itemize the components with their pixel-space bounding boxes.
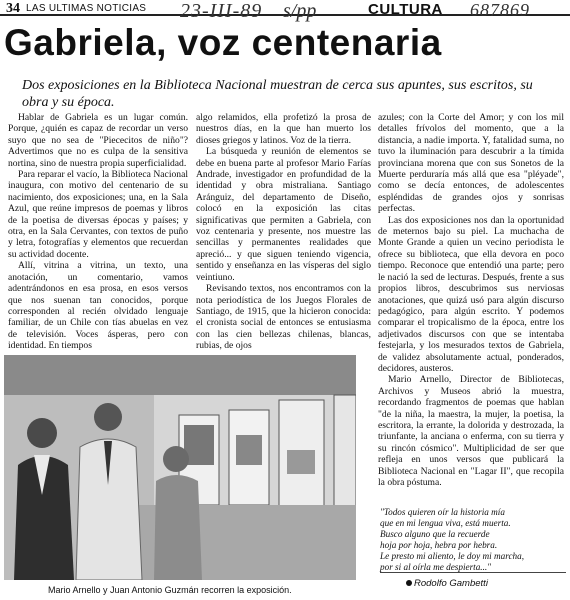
column-1: [8, 112, 188, 352]
paragraph: azules; con la Corte del Amor; y con los mil detalles frívolos del momento, que a la distancia, a nadie importa. Y, fatalidad suma, no tuvo la iluminación para descubrir a la tímida provinciana morena que con sus Sonetos de la Muerte perduraría más allá que esa "pléyade", como se decía entonces, de adolescentes espléndidas de grandes ojos y sonrisas perfectas.: [378, 112, 564, 215]
handwritten-date: 23-III-89: [180, 0, 263, 22]
photo-illustration: [4, 355, 356, 580]
paragraph: Mario Arnello, Director de Bibliotecas, Archivos y Museos abrió la muestra, recordando fragmentos de poemas que hablan "de la niña, la maestra, la mujer, la poetisa, la escritora, la errante, la dolorida y destrozada, la triunfante, la anciana o enferma, con su tierra y su rincón cósmico". Multiplicidad de ser que refleja en unos versos que publicará la Biblioteca Nacional en "Lagar II", que recopila la obra póstuma.: [378, 374, 564, 488]
poem-line: Busco alguno que la recuerde: [380, 529, 490, 539]
poem-quote: [380, 507, 566, 573]
section-label: CULTURA: [368, 1, 443, 18]
byline-rule: [380, 572, 566, 573]
deck: Dos exposiciones en la Biblioteca Nacional muestran de cerca sus apuntes, sus escritos, su obra y su época.: [22, 78, 533, 110]
paragraph: La búsqueda y reunión de elementos se debe en buena parte al profesor Mario Farías Andrade, investigador en profundidad de la identidad y obra mistraliana. Santiago Aránguiz, del departamento de Diseño, colocó en la exposición las citas significativas que permiten a Gabriela, con voz centenaria y presente, nos muestre las sencillas y permanentes realidades que apreció... y que siguen teniendo vigencia, sentido y enseñanza en las vísperas del siglo veintiuno.: [196, 146, 371, 283]
column-2: [196, 112, 371, 352]
poem-line: "Todos quieren oír la historia mía: [380, 507, 505, 517]
paragraph: Hablar de Gabriela es un lugar común. Porque, ¿quién es capaz de recordar un verso suyo que no sea de "Piececitos de niño"? Advertimos que no es culpa de la sensitiva nortina, sino de nuestra propia superficialidad.: [8, 112, 188, 169]
handwritten-note: s/pp: [283, 0, 317, 22]
exhibition-photo: [4, 355, 356, 580]
paragraph: Allí, vitrina a vitrina, un texto, una anotación, un comentario, vamos adentrándonos en esa prosa, en esos versos que nos suenan tan conocidos, porque corresponden al recién olvidado lenguaje familiar, de un Chile con tías abuelas en vez de televisión. Voces ásperas, pero con identidad. En tiempos: [8, 260, 188, 352]
paragraph: algo relamidos, ella profetizó la prosa de nuestros días, en la que han muerto los dioses griegos y latinos. Voz de la tierra.: [196, 112, 371, 146]
poem-line: hoja por hoja, hebra por hebra.: [380, 540, 498, 550]
paragraph: Revisando textos, nos encontramos con la nota periodística de los Juegos Florales de Santiago, de 1915, que la hicieron conocida: el cronista social de entonces se entusiasma con las cien bellezas chilenas, blancas, rubias, de ojos: [196, 283, 371, 352]
poem-line: que en mi lengua viva, está muerta.: [380, 518, 511, 528]
page-number: 34: [6, 1, 20, 16]
paragraph: Para reparar el vacío, la Biblioteca Nacional inaugura, con motivo del centenario de su nacimiento, dos exposiciones; una, en la Sala Azul, que reúne impresos de poemas y libros de la poetisa de diversas épocas y países; y otra, en la Sala Cervantes, con textos de puño y letra, fotografías y elementos que recuerdan su actividad docente.: [8, 169, 188, 260]
photo-caption: Mario Arnello y Juan Antonio Guzmán recorren la exposición.: [48, 585, 292, 595]
column-3: [378, 112, 564, 488]
paragraph: Las dos exposiciones nos dan la oportunidad de meternos bajo su piel. La muchacha de Monte Grande a quien un vecino periodista le ofrece su biblioteca, que ella devora en poco tiempo. Reconoce que entendió una parte; pero le nació la sed de lecturas. Después, frente a sus propios libros, descubrimos sus nerviosas anotaciones, que quizá usó para algún discurso pedagógico, para algún escrito. Y podemos comparar el tropicalismo de la época, entre los adjetivados discursos con que se intentaba festejarla, y los mesurados textos de Gabriela, de validez absolutamente actual, ponderados, decidores, austeros.: [378, 214, 564, 374]
archive-code: 687869: [470, 0, 530, 20]
byline: Rodolfo Gambetti: [414, 578, 488, 589]
headline: Gabriela, voz centenaria: [4, 22, 442, 63]
bullet-icon: [406, 580, 412, 586]
poem-line: Le presto mi aliento, le doy mi marcha,: [380, 551, 525, 561]
poem-line: por si al oírla me despierta...": [380, 562, 492, 572]
newspaper-name: LAS ULTIMAS NOTICIAS: [26, 3, 147, 14]
